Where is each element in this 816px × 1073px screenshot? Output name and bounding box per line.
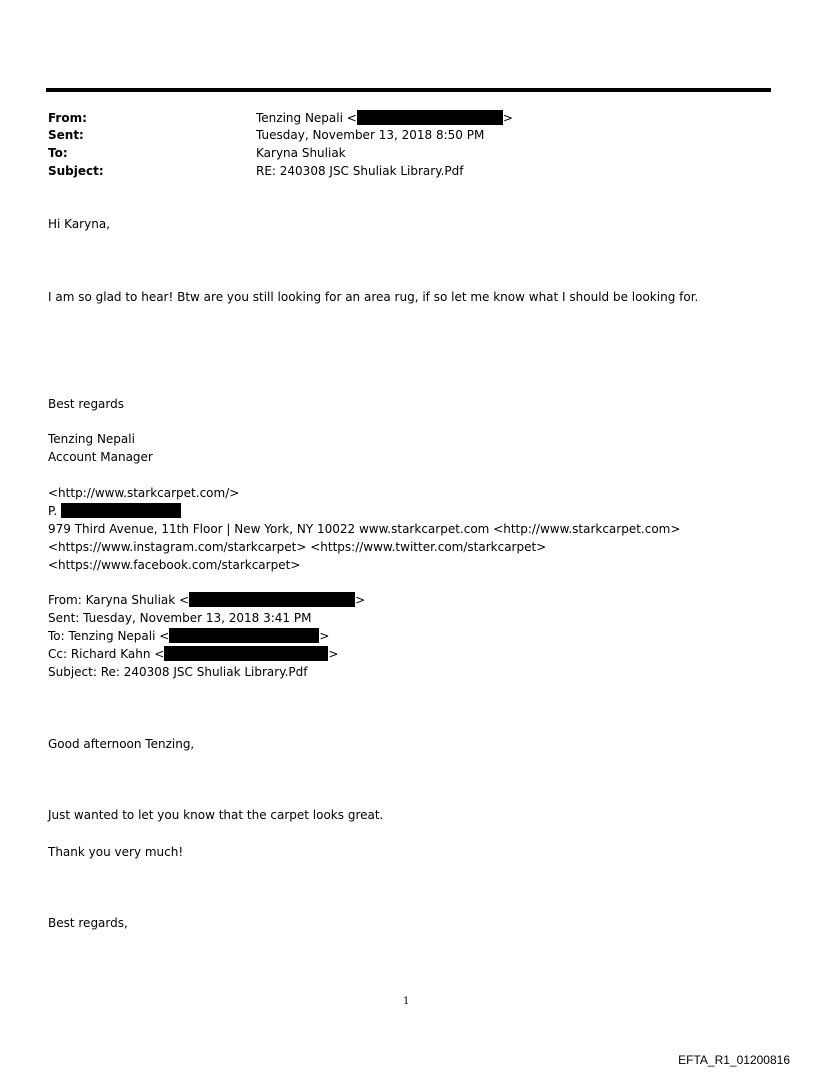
quoted-cc-prefix: Cc: Richard Kahn < (48, 647, 165, 661)
quoted-to-close: > (319, 629, 330, 643)
to-label: To: (48, 146, 68, 160)
signature-name: Tenzing Nepali (48, 432, 135, 446)
redaction-block (357, 110, 503, 125)
header-rule (46, 88, 771, 92)
quoted-from (48, 591, 365, 609)
quoted-from-close: > (355, 593, 366, 607)
quoted-from-prefix: From: Karyna Shuliak < (48, 593, 190, 607)
redaction-block (189, 592, 355, 607)
quoted-line-1: Just wanted to let you know that the carpet looks great. (48, 808, 384, 822)
from-close: > (502, 111, 513, 125)
redaction-block (169, 628, 319, 643)
quoted-closing: Best regards, (48, 916, 128, 930)
sent-label: Sent: (48, 128, 84, 142)
signature-social-1: <https://www.instagram.com/starkcarpet> <https://www.twitter.com/starkcarpet> (48, 540, 547, 554)
redaction-block (61, 503, 181, 518)
signature-link: <http://www.starkcarpet.com/> (48, 486, 240, 500)
signature-social-2: <https://www.facebook.com/starkcarpet> (48, 558, 301, 572)
quoted-greeting: Good afternoon Tenzing, (48, 737, 195, 751)
quoted-to (48, 627, 329, 645)
quoted-sent: Sent: Tuesday, November 13, 2018 3:41 PM (48, 611, 312, 625)
phone-prefix: P. (48, 504, 61, 518)
greeting: Hi Karyna, (48, 217, 110, 231)
sent-value: Tuesday, November 13, 2018 8:50 PM (256, 128, 485, 142)
quoted-line-2: Thank you very much! (48, 845, 184, 859)
subject-value: RE: 240308 JSC Shuliak Library.Pdf (256, 164, 464, 178)
from-value (256, 109, 513, 127)
page-number: 1 (403, 996, 410, 1007)
signature-phone (48, 502, 181, 520)
closing: Best regards (48, 397, 125, 411)
quoted-to-prefix: To: Tenzing Nepali < (48, 629, 170, 643)
document-id: EFTA_R1_01200816 (678, 1053, 790, 1067)
signature-address: 979 Third Avenue, 11th Floor | New York, NY 10022 www.starkcarpet.com <http://www.starkcarpet.com> (48, 522, 681, 536)
quoted-cc-close: > (328, 647, 339, 661)
subject-label: Subject: (48, 164, 104, 178)
quoted-subject: Subject: Re: 240308 JSC Shuliak Library.Pdf (48, 665, 308, 679)
message: I am so glad to hear! Btw are you still looking for an area rug, if so let me know what I should be looking for. (48, 290, 699, 304)
quoted-cc (48, 645, 338, 663)
redaction-block (164, 646, 328, 661)
from-name: Tenzing Nepali < (256, 111, 357, 125)
to-value: Karyna Shuliak (256, 146, 346, 160)
from-label: From: (48, 111, 87, 125)
signature-title: Account Manager (48, 450, 153, 464)
